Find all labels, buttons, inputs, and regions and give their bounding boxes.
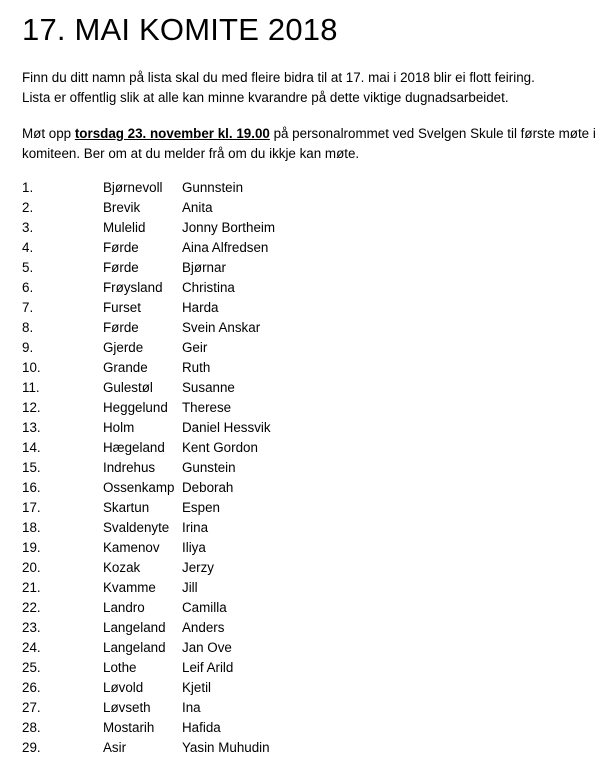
meeting-suffix: på personalrommet ved Svelgen Skule til første møte i [269, 126, 596, 141]
member-row [22, 198, 602, 218]
member-last-name: Førde [103, 240, 139, 255]
member-row [22, 398, 602, 418]
member-row [22, 278, 602, 298]
member-first-name: Geir [182, 340, 208, 355]
member-first-name: Gunstein [182, 460, 236, 475]
member-row [22, 658, 602, 678]
member-number: 23. [22, 620, 41, 635]
member-first-name: Jan Ove [182, 640, 232, 655]
member-number: 21. [22, 580, 41, 595]
member-number: 12. [22, 400, 41, 415]
member-row [22, 598, 602, 618]
member-first-name: Jerzy [182, 560, 214, 575]
member-row [22, 298, 602, 318]
member-number: 2. [22, 200, 34, 215]
member-row [22, 338, 602, 358]
member-last-name: Gulestøl [103, 380, 153, 395]
member-number: 4. [22, 240, 34, 255]
member-row [22, 578, 602, 598]
member-first-name: Daniel Hessvik [182, 420, 271, 435]
member-number: 1. [22, 180, 34, 195]
member-first-name: Jonny Bortheim [182, 220, 276, 235]
member-first-name: Harda [182, 300, 219, 315]
member-row [22, 238, 602, 258]
meeting-line-2: komiteen. Ber om at du melder frå om du ikkje kan møte. [22, 146, 360, 161]
member-last-name: Løvold [103, 680, 144, 695]
member-row [22, 358, 602, 378]
member-number: 16. [22, 480, 41, 495]
member-number: 13. [22, 420, 41, 435]
member-first-name: Ina [182, 700, 201, 715]
member-number: 3. [22, 220, 34, 235]
member-last-name: Kozak [103, 560, 141, 575]
member-last-name: Asir [103, 740, 127, 755]
member-number: 10. [22, 360, 41, 375]
member-first-name: Ruth [182, 360, 211, 375]
member-first-name: Irina [182, 520, 209, 535]
member-row [22, 498, 602, 518]
member-row [22, 418, 602, 438]
member-last-name: Frøysland [103, 280, 163, 295]
member-row [22, 698, 602, 718]
intro-paragraph [22, 68, 535, 108]
member-number: 7. [22, 300, 34, 315]
member-row [22, 718, 602, 738]
member-last-name: Ossenkamp [103, 480, 175, 495]
member-first-name: Anders [182, 620, 225, 635]
member-number: 14. [22, 440, 41, 455]
member-row [22, 258, 602, 278]
member-row [22, 738, 602, 758]
member-last-name: Landro [103, 600, 145, 615]
member-last-name: Mostarih [103, 720, 155, 735]
member-first-name: Aina Alfredsen [182, 240, 269, 255]
member-number: 6. [22, 280, 34, 295]
member-list [22, 178, 602, 758]
member-row [22, 458, 602, 478]
member-first-name: Deborah [182, 480, 234, 495]
member-last-name: Langeland [103, 620, 166, 635]
member-number: 15. [22, 460, 41, 475]
member-row [22, 218, 602, 238]
member-first-name: Jill [182, 580, 198, 595]
member-first-name: Therese [182, 400, 232, 415]
member-row [22, 318, 602, 338]
member-last-name: Svaldenyte [103, 520, 170, 535]
member-row [22, 478, 602, 498]
member-number: 24. [22, 640, 41, 655]
member-last-name: Indrehus [103, 460, 156, 475]
member-last-name: Langeland [103, 640, 166, 655]
member-row [22, 538, 602, 558]
member-first-name: Yasin Muhudin [182, 740, 270, 755]
member-last-name: Bjørnevoll [103, 180, 163, 195]
meeting-prefix: Møt opp [22, 126, 75, 141]
member-number: 19. [22, 540, 41, 555]
member-number: 18. [22, 520, 41, 535]
member-row [22, 618, 602, 638]
member-first-name: Anita [182, 200, 213, 215]
member-number: 8. [22, 320, 34, 335]
member-first-name: Camilla [182, 600, 227, 615]
member-number: 28. [22, 720, 41, 735]
member-first-name: Leif Arild [182, 660, 234, 675]
member-last-name: Heggelund [103, 400, 168, 415]
member-last-name: Brevik [103, 200, 141, 215]
member-last-name: Holm [103, 420, 135, 435]
member-number: 27. [22, 700, 41, 715]
member-last-name: Løvseth [103, 700, 151, 715]
member-row [22, 438, 602, 458]
member-first-name: Bjørnar [182, 260, 226, 275]
member-row [22, 178, 602, 198]
member-last-name: Kamenov [103, 540, 160, 555]
member-first-name: Christina [182, 280, 235, 295]
member-row [22, 638, 602, 658]
member-last-name: Mulelid [103, 220, 146, 235]
member-number: 25. [22, 660, 41, 675]
member-first-name: Svein Anskar [182, 320, 261, 335]
member-first-name: Espen [182, 500, 220, 515]
intro-line-2: Lista er offentlig slik at alle kan minne kvarandre på dette viktige dugnadsarbeidet. [22, 90, 509, 105]
member-number: 29. [22, 740, 41, 755]
member-last-name: Skartun [103, 500, 150, 515]
meeting-date: torsdag 23. november kl. 19.00 [74, 126, 270, 141]
member-last-name: Førde [103, 260, 139, 275]
meeting-paragraph [22, 124, 596, 164]
member-row [22, 378, 602, 398]
member-number: 20. [22, 560, 41, 575]
member-first-name: Gunnstein [182, 180, 244, 195]
member-last-name: Grande [103, 360, 148, 375]
member-last-name: Hægeland [103, 440, 165, 455]
member-row [22, 558, 602, 578]
member-first-name: Kjetil [182, 680, 212, 695]
page-title: 17. MAI KOMITE 2018 [22, 12, 338, 47]
member-number: 22. [22, 600, 41, 615]
member-number: 9. [22, 340, 34, 355]
member-number: 17. [22, 500, 41, 515]
member-row [22, 678, 602, 698]
member-row [22, 518, 602, 538]
member-last-name: Gjerde [103, 340, 144, 355]
member-number: 5. [22, 260, 34, 275]
intro-line-1: Finn du ditt namn på lista skal du med fleire bidra til at 17. mai i 2018 blir ei flott feiring. [22, 70, 535, 85]
member-first-name: Hafida [182, 720, 221, 735]
member-first-name: Susanne [182, 380, 235, 395]
member-first-name: Iliya [182, 540, 206, 555]
member-last-name: Kvamme [103, 580, 156, 595]
member-first-name: Kent Gordon [182, 440, 258, 455]
member-number: 26. [22, 680, 41, 695]
member-last-name: Førde [103, 320, 139, 335]
member-last-name: Lothe [103, 660, 137, 675]
meeting-line-1 [22, 124, 596, 144]
member-last-name: Furset [103, 300, 141, 315]
member-number: 11. [22, 380, 40, 395]
